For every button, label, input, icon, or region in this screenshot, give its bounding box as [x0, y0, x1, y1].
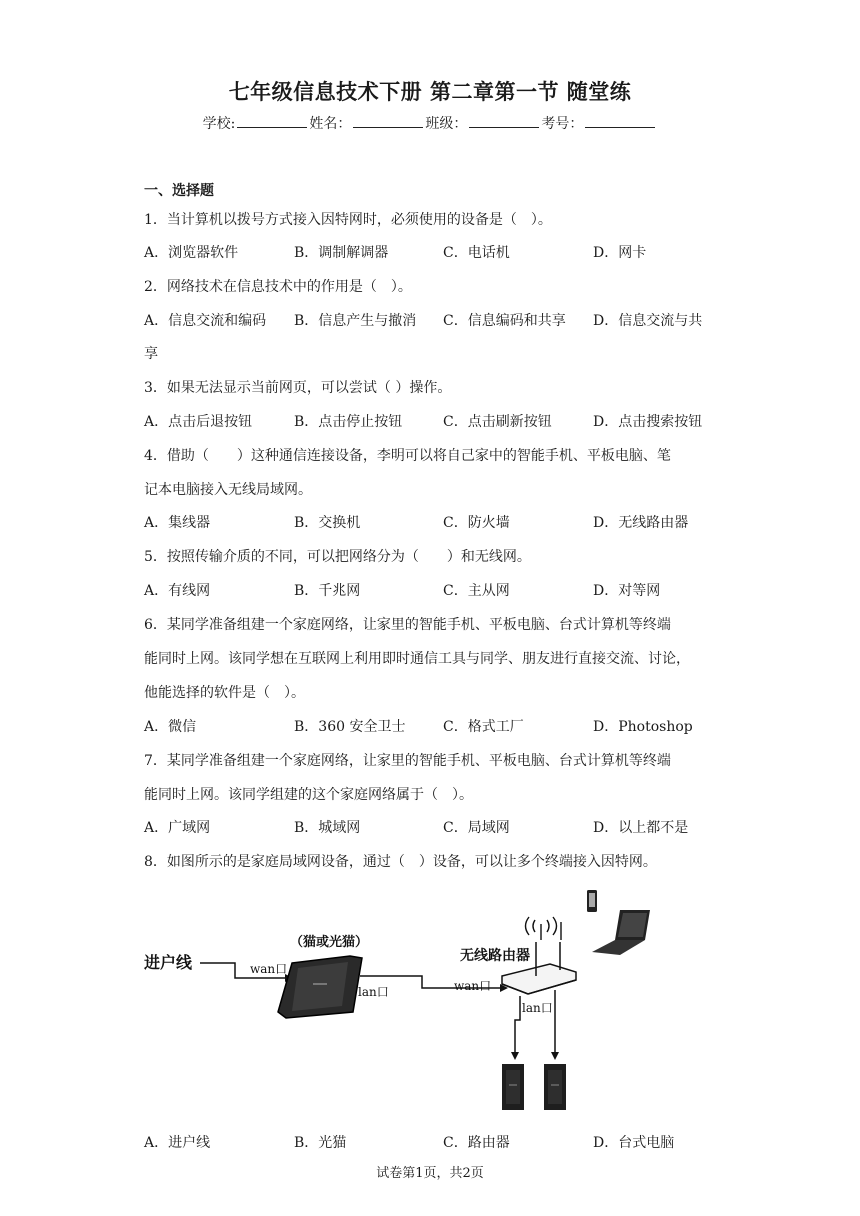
- question-3-stem: 3．如果无法显示当前网页，可以尝试（ ）操作。: [144, 380, 452, 396]
- option-c: C．防火墙: [443, 515, 510, 531]
- option-a: A．有线网: [144, 583, 211, 599]
- option-a: A．浏览器软件: [144, 245, 239, 261]
- modem-lan-label: lan口: [358, 985, 389, 999]
- router-lan-label: lan口: [522, 1001, 553, 1015]
- option-c: C．电话机: [443, 245, 510, 261]
- option-d: D．信息交流与共: [593, 313, 703, 329]
- school-label: 学校:: [202, 116, 236, 132]
- option-a: A．广域网: [144, 820, 211, 836]
- option-d: D．Photoshop: [593, 719, 693, 735]
- option-a: A．点击后退按钮: [144, 414, 253, 430]
- option-b: B．光猫: [294, 1135, 347, 1151]
- option-d: D．网卡: [593, 245, 647, 261]
- exam-no-blank: [585, 113, 655, 128]
- question-5-stem: 5．按照传输介质的不同，可以把网络分为（ ）和无线网。: [144, 549, 531, 565]
- desktop-computer-icon: [544, 1064, 566, 1110]
- question-8-stem: 8．如图所示的是家庭局域网设备，通过（ ）设备，可以让多个终端接入因特网。: [144, 854, 657, 870]
- question-7-stem-line2: 能同时上网。该同学组建的这个家庭网络属于（ ）。: [144, 787, 473, 803]
- question-2-stem: 2．网络技术在信息技术中的作用是（ ）。: [144, 279, 412, 295]
- option-a: A．信息交流和编码: [144, 313, 267, 329]
- option-d: D．点击搜索按钮: [593, 414, 703, 430]
- option-a: A．微信: [144, 719, 197, 735]
- option-c: C．信息编码和共享: [443, 313, 566, 329]
- option-c: C．局域网: [443, 820, 510, 836]
- option-c: C．路由器: [443, 1135, 510, 1151]
- smartphone-icon: [587, 890, 597, 912]
- class-blank: [469, 113, 539, 128]
- class-label: 班级：: [425, 116, 468, 132]
- question-7-stem-line1: 7．某同学准备组建一个家庭网络，让家里的智能手机、平板电脑、台式计算机等终端: [144, 753, 671, 769]
- question-6-stem-line3: 他能选择的软件是（ ）。: [144, 685, 305, 701]
- option-c: C．格式工厂: [443, 719, 524, 735]
- option-b: B．城域网: [294, 820, 361, 836]
- exam-no-label: 考号：: [541, 116, 584, 132]
- arrow-to-desktop-1: [511, 1052, 519, 1060]
- question-6-stem-line2: 能同时上网。该同学想在互联网上利用即时通信工具与同学、朋友进行直接交流、讨论，: [144, 651, 690, 667]
- question-4-stem-line1: 4．借助（ ）这种通信连接设备，李明可以将自己家中的智能手机、平板电脑、笔: [144, 448, 671, 464]
- name-blank: [353, 113, 423, 128]
- laptop-icon: [592, 910, 650, 955]
- student-info-row: [0, 113, 860, 133]
- modem-wan-label: wan口: [250, 962, 288, 976]
- option-b: B．调制解调器: [294, 245, 389, 261]
- name-label: 姓名：: [309, 116, 352, 132]
- question-6-stem-line1: 6．某同学准备组建一个家庭网络，让家里的智能手机、平板电脑、台式计算机等终端: [144, 617, 671, 633]
- school-blank: [237, 113, 307, 128]
- modem-icon: [278, 956, 362, 1018]
- question-4-stem-line2: 记本电脑接入无线局域网。: [144, 482, 312, 498]
- lan-cable-1: [515, 996, 520, 1052]
- option-a: A．进户线: [144, 1135, 211, 1151]
- home-network-diagram: [140, 880, 680, 1120]
- desktop-computer-icon: [502, 1064, 524, 1110]
- option-b: B．千兆网: [294, 583, 361, 599]
- router-wan-label: wan口: [454, 979, 492, 993]
- section-title: 一、选择题: [144, 183, 214, 199]
- option-d: D．台式电脑: [593, 1135, 675, 1151]
- option-a: A．集线器: [144, 515, 211, 531]
- option-b: B．交换机: [294, 515, 361, 531]
- option-b: B．信息产生与撤消: [294, 313, 417, 329]
- option-d: D．对等网: [593, 583, 661, 599]
- incoming-line-label: 进户线: [144, 953, 193, 972]
- page-title: 七年级信息技术下册 第二章第一节 随堂练: [228, 80, 632, 104]
- page-footer: 试卷第1页，共2页: [376, 1166, 484, 1181]
- option-c: C．主从网: [443, 583, 510, 599]
- option-b: B．点击停止按钮: [294, 414, 403, 430]
- arrow-to-desktop-2: [551, 1052, 559, 1060]
- option-d: D．以上都不是: [593, 820, 689, 836]
- question-2-option-d-wrap: 享: [144, 346, 158, 362]
- option-c: C．点击刷新按钮: [443, 414, 552, 430]
- option-d: D．无线路由器: [593, 515, 689, 531]
- router-label: 无线路由器: [460, 948, 530, 964]
- wifi-signal-icon: [526, 917, 562, 940]
- question-1-stem: 1．当计算机以拨号方式接入因特网时，必须使用的设备是（ ）。: [144, 212, 552, 228]
- modem-label: （猫或光猫）: [290, 935, 369, 950]
- option-b: B．360 安全卫士: [294, 719, 406, 735]
